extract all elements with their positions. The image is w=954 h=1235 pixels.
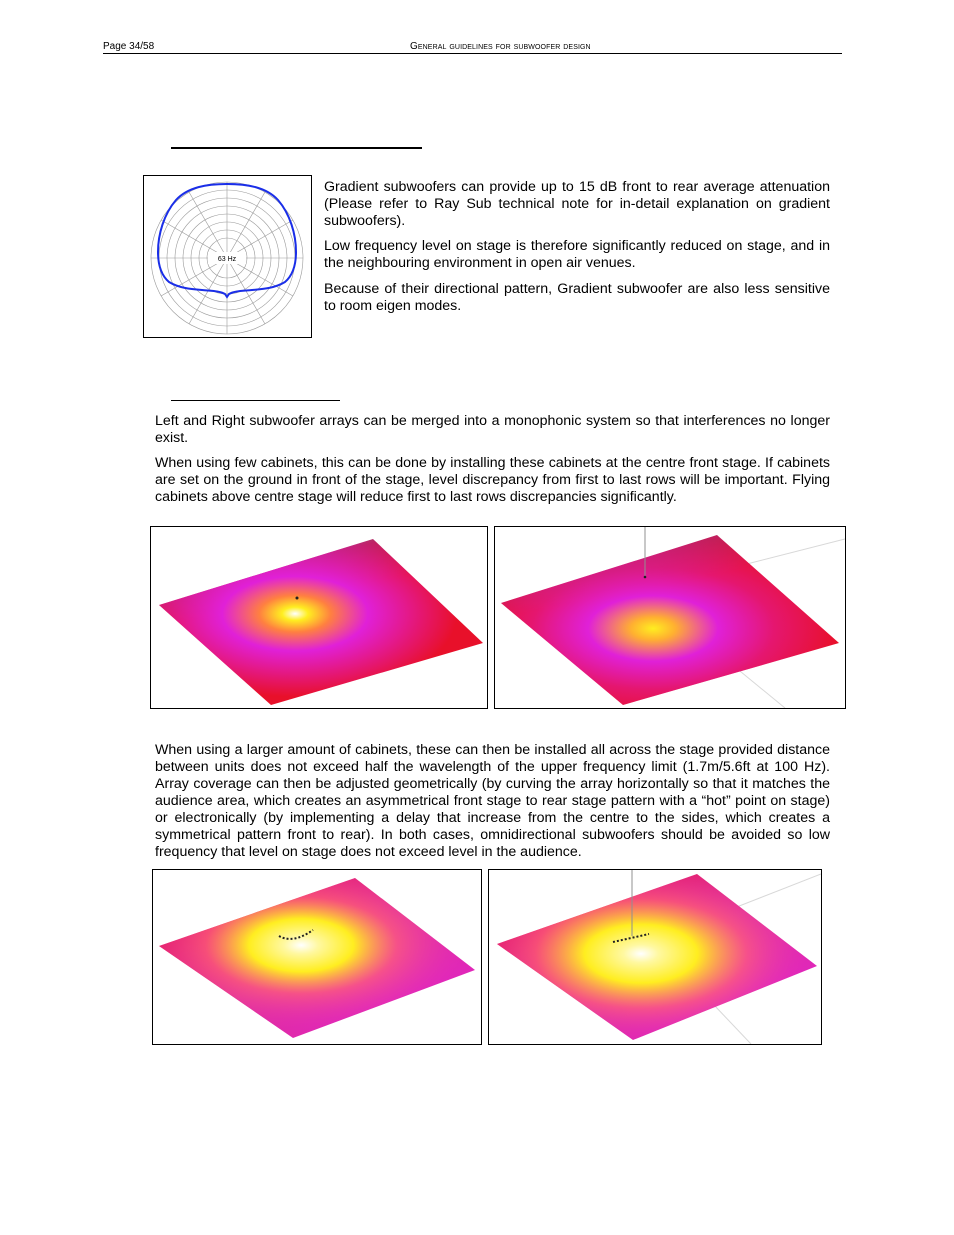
gradient-paragraph-2: Low frequency level on stage is therefore significantly reduced on stage, and in the neighbouring environment in open air venues. bbox=[324, 238, 830, 271]
simulation-flown bbox=[494, 526, 846, 709]
source-marker bbox=[296, 597, 299, 600]
gradient-paragraph-3: Because of their directional pattern, Gradient subwoofer are also less sensitive to room eigen modes. bbox=[324, 281, 830, 314]
section-heading-underline bbox=[171, 400, 340, 401]
polar-plot-figure bbox=[143, 175, 312, 338]
simulation-curved-array bbox=[152, 869, 482, 1045]
simulation-delayed-array bbox=[488, 869, 822, 1045]
document-title: General guidelines for subwoofer design bbox=[410, 41, 591, 52]
mono-paragraph-3: When using a larger amount of cabinets, these can then be installed all across the stage provided distance between units does not exceed half the wavelength of the upper frequency limit (1.7m/5.6ft at 100 Hz). Array coverage can then be adjusted geometrically (by curving the array horizontally so that it matches the audience area, which creates an asymmetrical front stage to rear stage pattern with a “hot” point on stage) or electronically (by implementing a delay that increase from the centre to the sides, which creates a symmetrical pattern front to rear). In both cases, omnidirectional subwoofers should be avoided so low frequency that level on stage does not exceed level in the audience. bbox=[155, 742, 830, 860]
header-rule bbox=[103, 53, 842, 54]
polar-frequency-label: 63 Hz bbox=[217, 256, 237, 263]
source-marker bbox=[644, 576, 647, 579]
page-number: Page 34/58 bbox=[103, 41, 155, 52]
simulation-ground-stacked bbox=[150, 526, 488, 709]
gradient-paragraph-1: Gradient subwoofers can provide up to 15 dB front to rear average attenuation (Please refer to Ray Sub technical note for in-detail explanation on gradient subwoofers). bbox=[324, 179, 830, 229]
mono-paragraph-2: When using few cabinets, this can be done by installing these cabinets at the centre front stage. If cabinets are set on the ground in front of the stage, level discrepancy from first to last rows will be important. Flying cabinets above centre stage will reduce first to last rows discrepancies significantly. bbox=[155, 455, 830, 505]
mono-paragraph-1: Left and Right subwoofer arrays can be merged into a monophonic system so that interferences no longer exist. bbox=[155, 413, 830, 446]
section-heading-underline bbox=[171, 147, 422, 149]
polar-plot bbox=[144, 176, 311, 337]
